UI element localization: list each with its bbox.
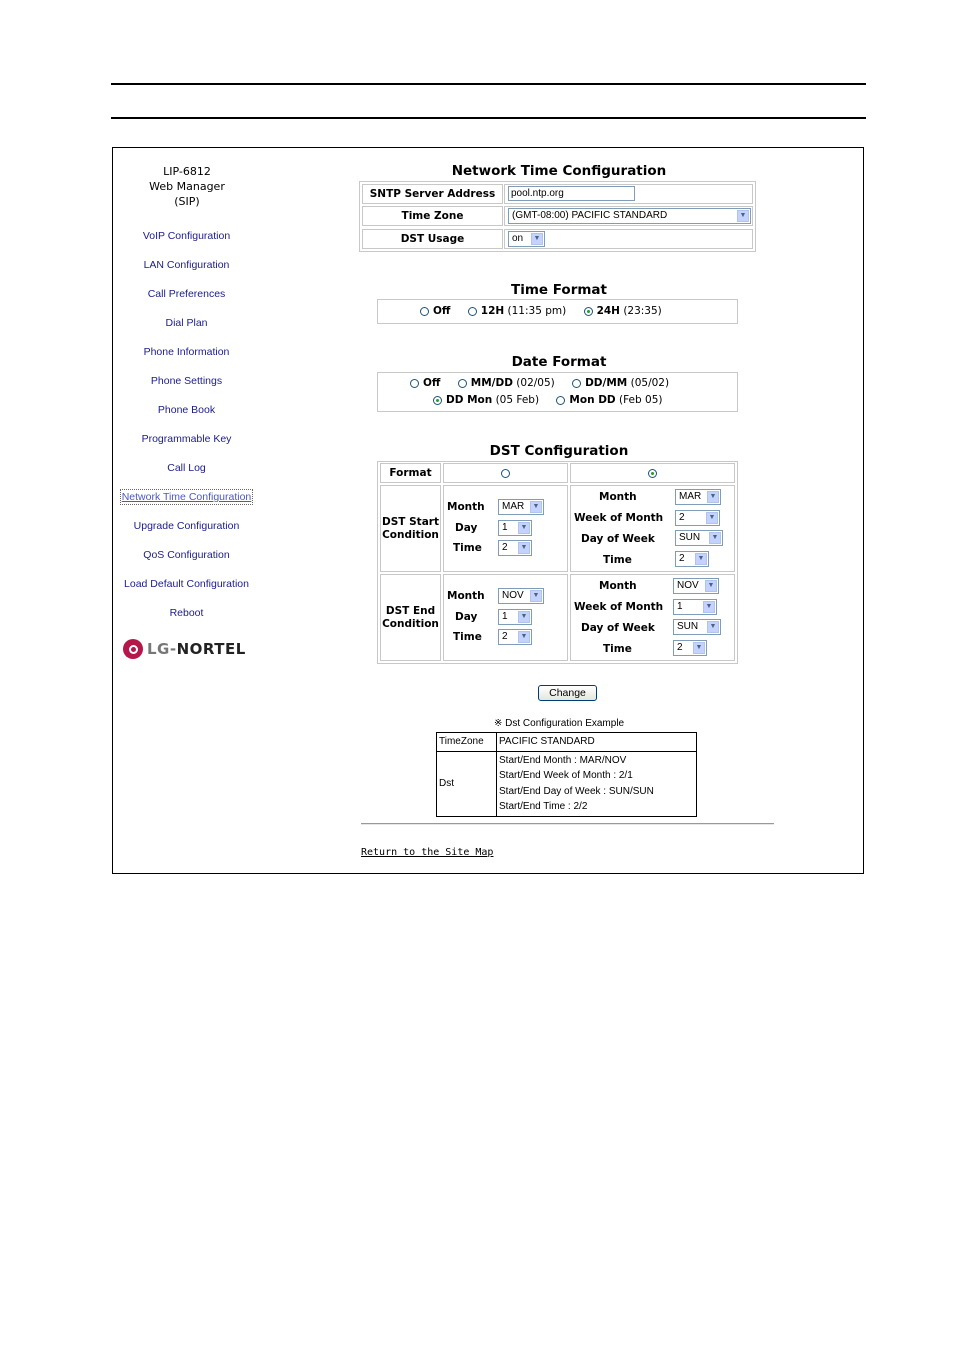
sidebar-item-qos[interactable]: QoS Configuration bbox=[143, 549, 230, 561]
fixed-start-month-select[interactable]: MAR ▼ bbox=[498, 499, 544, 515]
dst-end-label: DST End Condition bbox=[380, 574, 441, 661]
time-format-title: Time Format bbox=[511, 282, 607, 298]
fixed-start-day-label: Day bbox=[455, 522, 478, 534]
rel-start-time-select[interactable]: 2 ▼ bbox=[675, 551, 709, 567]
example-dst-label: Dst bbox=[437, 751, 497, 816]
fixed-end-month-label: Month bbox=[447, 590, 485, 602]
rel-start-dow-select[interactable]: SUN ▼ bbox=[675, 530, 723, 546]
fixed-start-day-select[interactable]: 1 ▼ bbox=[498, 520, 532, 536]
sidebar-item-phone-book[interactable]: Phone Book bbox=[157, 404, 216, 416]
sidebar-item-voip[interactable]: VoIP Configuration bbox=[142, 230, 231, 242]
example-tz-label: TimeZone bbox=[437, 733, 497, 752]
date-format-ddmm[interactable]: DD/MM (05/02) bbox=[572, 377, 669, 389]
date-format-mondd[interactable]: Mon DD (Feb 05) bbox=[556, 394, 662, 406]
sidebar-item-call-preferences[interactable]: Call Preferences bbox=[147, 288, 226, 300]
sntp-server-input[interactable]: pool.ntp.org bbox=[508, 186, 635, 201]
date-format-row-1 bbox=[410, 377, 683, 389]
radio-mondd[interactable] bbox=[556, 396, 565, 405]
example-line: Start/End Day of Week : SUN/SUN bbox=[499, 785, 654, 797]
date-format-mmdd[interactable]: MM/DD (02/05) bbox=[458, 377, 555, 389]
chevron-down-icon: ▼ bbox=[518, 542, 530, 554]
chevron-down-icon: ▼ bbox=[705, 580, 717, 592]
fixed-end-day-label: Day bbox=[455, 611, 478, 623]
radio-ddmm[interactable] bbox=[572, 379, 581, 388]
rel-start-week-label: Week of Month bbox=[574, 512, 664, 524]
chevron-down-icon: ▼ bbox=[693, 642, 705, 654]
time-format-12h[interactable]: 12H (11:35 pm) bbox=[468, 305, 566, 317]
rel-end-dow-label: Day of Week bbox=[581, 622, 655, 634]
sidebar-item-lan[interactable]: LAN Configuration bbox=[143, 259, 230, 271]
fixed-end-day-select[interactable]: 1 ▼ bbox=[498, 609, 532, 625]
date-format-row-2 bbox=[433, 394, 676, 406]
sidebar-item-dial-plan[interactable]: Dial Plan bbox=[165, 317, 208, 329]
chevron-down-icon: ▼ bbox=[706, 512, 718, 524]
dst-format-label: Format bbox=[380, 463, 441, 483]
model-name: LIP-6812 bbox=[163, 165, 211, 178]
date-format-title: Date Format bbox=[511, 354, 607, 370]
radio-off[interactable] bbox=[420, 307, 429, 316]
rel-start-dow-label: Day of Week bbox=[581, 533, 655, 545]
lg-nortel-logo: LG-NORTEL bbox=[123, 639, 246, 659]
radio-off[interactable] bbox=[410, 379, 419, 388]
chevron-down-icon: ▼ bbox=[709, 532, 721, 544]
chevron-down-icon: ▼ bbox=[737, 210, 749, 222]
rel-start-month-label: Month bbox=[599, 491, 637, 503]
chevron-down-icon: ▼ bbox=[695, 553, 707, 565]
radio-dst-relative[interactable] bbox=[648, 469, 657, 478]
rel-start-month-select[interactable]: MAR ▼ bbox=[675, 489, 721, 505]
chevron-down-icon: ▼ bbox=[703, 601, 715, 613]
date-format-off[interactable]: Off bbox=[410, 377, 440, 389]
time-zone-label: Time Zone bbox=[362, 206, 503, 226]
rel-end-week-label: Week of Month bbox=[574, 601, 664, 613]
radio-dst-fixed[interactable] bbox=[501, 469, 510, 478]
app-name: Web Manager bbox=[149, 180, 225, 193]
sidebar-item-reboot[interactable]: Reboot bbox=[169, 607, 204, 619]
example-line: Start/End Time : 2/2 bbox=[499, 801, 588, 812]
dst-config-title: DST Configuration bbox=[489, 443, 629, 459]
change-button[interactable]: Change bbox=[538, 685, 597, 701]
dst-usage-select[interactable]: on ▼ bbox=[508, 231, 545, 247]
fixed-start-month-label: Month bbox=[447, 501, 485, 513]
sntp-server-label: SNTP Server Address bbox=[362, 184, 503, 204]
rel-end-week-select[interactable]: 1 ▼ bbox=[673, 599, 717, 615]
return-to-site-map-link[interactable]: Return to the Site Map bbox=[361, 847, 494, 858]
screenshot-frame bbox=[112, 147, 864, 874]
radio-12h[interactable] bbox=[468, 307, 477, 316]
fixed-start-time-label: Time bbox=[453, 542, 482, 554]
rel-end-month-label: Month bbox=[599, 580, 637, 592]
sidebar-item-network-time[interactable]: Network Time Configuration bbox=[121, 491, 252, 503]
time-zone-select[interactable]: (GMT-08:00) PACIFIC STANDARD ▼ bbox=[508, 208, 751, 224]
protocol-name: (SIP) bbox=[174, 195, 200, 208]
page-rule-top bbox=[111, 83, 866, 85]
rel-end-month-select[interactable]: NOV ▼ bbox=[673, 578, 719, 594]
radio-mmdd[interactable] bbox=[458, 379, 467, 388]
rel-start-time-label: Time bbox=[603, 554, 632, 566]
sidebar-item-phone-information[interactable]: Phone Information bbox=[143, 346, 230, 358]
fixed-end-month-select[interactable]: NOV ▼ bbox=[498, 588, 544, 604]
ntp-title: Network Time Configuration bbox=[451, 163, 667, 179]
chevron-down-icon: ▼ bbox=[518, 611, 530, 623]
device-title bbox=[123, 164, 251, 209]
chevron-down-icon: ▼ bbox=[518, 522, 530, 534]
time-format-24h[interactable]: 24H (23:35) bbox=[584, 305, 662, 317]
sidebar-item-phone-settings[interactable]: Phone Settings bbox=[150, 375, 223, 387]
chevron-down-icon: ▼ bbox=[707, 621, 719, 633]
sidebar-item-upgrade[interactable]: Upgrade Configuration bbox=[133, 520, 240, 532]
fixed-end-time-select[interactable]: 2 ▼ bbox=[498, 629, 532, 645]
chevron-down-icon: ▼ bbox=[707, 491, 719, 503]
fixed-end-time-label: Time bbox=[453, 631, 482, 643]
chevron-down-icon: ▼ bbox=[530, 501, 542, 513]
example-line: Start/End Month : MAR/NOV bbox=[499, 754, 627, 766]
rel-end-dow-select[interactable]: SUN ▼ bbox=[673, 619, 721, 635]
chevron-down-icon: ▼ bbox=[530, 590, 542, 602]
sidebar-item-call-log[interactable]: Call Log bbox=[167, 462, 206, 474]
radio-24h[interactable] bbox=[584, 307, 593, 316]
footer-divider bbox=[361, 823, 774, 825]
rel-start-week-select[interactable]: 2 ▼ bbox=[675, 510, 720, 526]
time-format-options bbox=[420, 305, 676, 317]
dst-start-label: DST Start Condition bbox=[380, 485, 441, 572]
dst-format-relative[interactable] bbox=[570, 463, 735, 483]
example-line: Start/End Week of Month : 2/1 bbox=[499, 770, 633, 781]
dst-example-caption: ※ Dst Configuration Example bbox=[494, 718, 625, 729]
rel-end-time-label: Time bbox=[603, 643, 632, 655]
chevron-down-icon: ▼ bbox=[531, 233, 543, 245]
chevron-down-icon: ▼ bbox=[518, 631, 530, 643]
rel-end-time-select[interactable]: 2 ▼ bbox=[673, 640, 707, 656]
date-format-ddmon[interactable]: DD Mon (05 Feb) bbox=[433, 394, 539, 406]
time-format-off[interactable]: Off bbox=[420, 305, 450, 317]
sidebar-item-load-default[interactable]: Load Default Configuration bbox=[124, 578, 249, 590]
lg-face-icon bbox=[123, 639, 143, 659]
dst-format-fixed[interactable] bbox=[443, 463, 568, 483]
sidebar-item-programmable-key[interactable]: Programmable Key bbox=[141, 433, 232, 445]
radio-ddmon[interactable] bbox=[433, 396, 442, 405]
example-tz-value: PACIFIC STANDARD bbox=[497, 733, 697, 752]
dst-example-table bbox=[436, 732, 697, 817]
fixed-start-time-select[interactable]: 2 ▼ bbox=[498, 540, 532, 556]
dst-usage-label: DST Usage bbox=[362, 229, 503, 249]
page-rule-bottom bbox=[111, 117, 866, 119]
